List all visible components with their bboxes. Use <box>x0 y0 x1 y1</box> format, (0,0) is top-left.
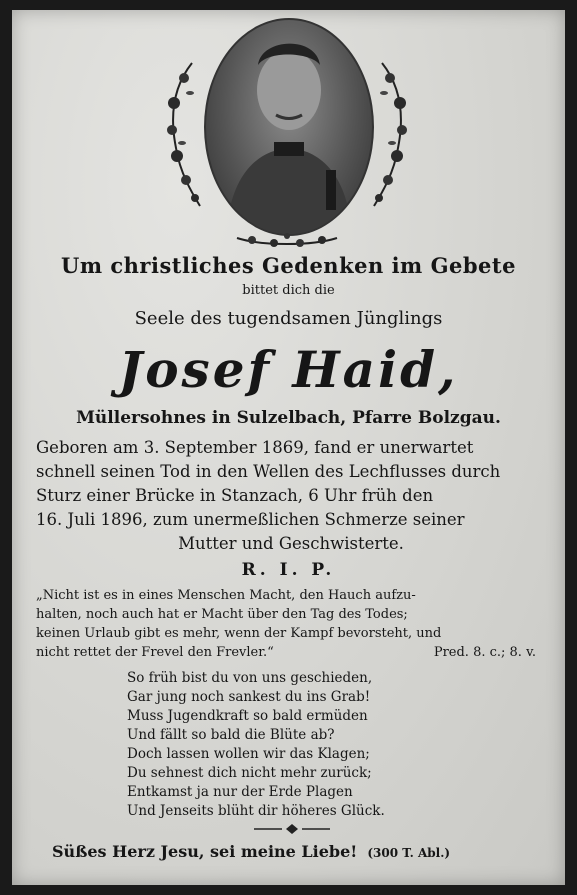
rip-text: R. I. P. <box>241 560 336 580</box>
poem-line: So früh bist du von uns geschieden, <box>127 670 373 686</box>
portrait-figure-icon <box>206 20 372 234</box>
scripture-quote-line: „Nicht ist es in eines Menschen Macht, den Hauch aufzu- <box>36 588 416 603</box>
memorial-card <box>12 10 565 885</box>
portrait-photo <box>204 18 374 236</box>
poem-line: Und Jenseits blüht dir höheres Glück. <box>127 803 385 819</box>
poem-line: Gar jung noch sankest du ins Grab! <box>127 689 371 705</box>
bio-line: 16. Juli 1896, zum unermeßlichen Schmerze seiner <box>36 510 465 529</box>
poem-line: Entkamst ja nur der Erde Plagen <box>127 784 353 800</box>
bio-line: Geboren am 3. September 1869, fand er unerwartet <box>36 438 474 457</box>
portrait-frame <box>162 18 412 248</box>
bio-line: Sturz einer Brücke in Stanzach, 6 Uhr früh den <box>36 486 434 505</box>
scripture-quote-line: halten, noch auch hat er Macht über den Tag des Todes; <box>36 607 408 622</box>
closing-prayer <box>52 842 522 861</box>
floral-garland-right-icon <box>372 58 412 208</box>
soul-line: Seele des tugendsamen Jünglings <box>134 308 443 329</box>
deceased-origin: Müllersohnes in Sulzelbach, Pfarre Bolzgau. <box>76 408 501 428</box>
poem-line: Doch lassen wollen wir das Klagen; <box>127 746 370 762</box>
indulgence-note: (300 T. Abl.) <box>367 846 451 860</box>
poem-line: Du sehnest dich nicht mehr zurück; <box>127 765 372 781</box>
scripture-quote-text: nicht rettet der Frevel den Frevler.“ <box>36 645 274 660</box>
floral-garland-left-icon <box>162 58 202 208</box>
closing-prayer-text: Süßes Herz Jesu, sei meine Liebe! <box>52 842 358 861</box>
request-text: bittet dich die <box>242 283 335 298</box>
ornamental-divider-icon <box>252 822 332 836</box>
poem-line: Und fällt so bald die Blüte ab? <box>127 727 335 743</box>
scripture-reference: Pred. 8. c.; 8. v. <box>433 645 536 660</box>
deceased-name: Josef Haid, <box>118 340 459 399</box>
floral-garland-bottom-icon <box>232 226 342 248</box>
poem-line: Muss Jugendkraft so bald ermüden <box>127 708 368 724</box>
scripture-quote-line: keinen Urlaub gibt es mehr, wenn der Kampf bevorsteht, und <box>36 626 442 641</box>
scripture-quote-line <box>36 645 546 660</box>
memorial-heading: Um christliches Gedenken im Gebete <box>61 253 516 278</box>
bio-line: schnell seinen Tod in den Wellen des Lechflusses durch <box>36 462 501 481</box>
bio-line: Mutter und Geschwisterte. <box>178 534 404 553</box>
